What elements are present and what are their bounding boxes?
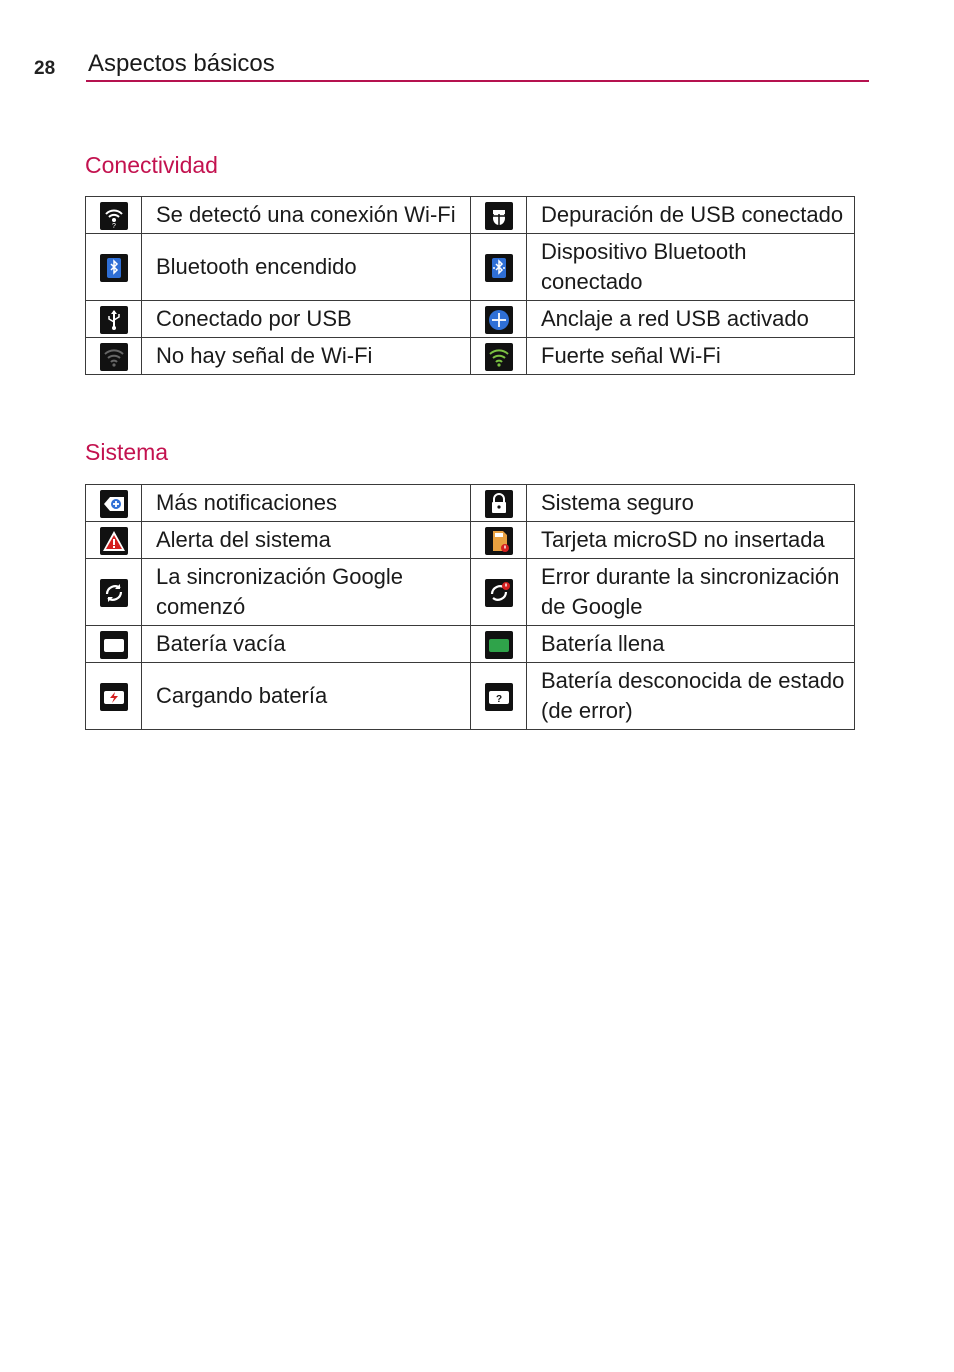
system-alert-icon: [100, 527, 128, 555]
icon-cell: [471, 234, 527, 301]
more-notifications-icon: [100, 490, 128, 518]
icon-cell: [86, 338, 142, 375]
table-row: [86, 234, 855, 301]
secure-lock-icon: [485, 490, 513, 518]
icon-description: Dispositivo Bluetooth conectado: [527, 234, 855, 301]
icon-description: No hay señal de Wi-Fi: [142, 338, 471, 375]
battery-unknown-icon: [485, 683, 513, 711]
icon-description: Cargando batería: [142, 663, 471, 730]
table-row: [86, 485, 855, 522]
wifi-strong-icon: [485, 343, 513, 371]
icon-cell: [471, 301, 527, 338]
icon-description: Batería llena: [527, 626, 855, 663]
icon-cell: [86, 663, 142, 730]
svg-text:?: ?: [495, 694, 502, 706]
icon-description: Más notificaciones: [142, 485, 471, 522]
icon-description: La sincronización Google comenzó: [142, 559, 471, 626]
icon-description: Se detectó una conexión Wi-Fi: [142, 197, 471, 234]
section-title-connectivity: Conectividad: [85, 152, 218, 178]
table-row: [86, 559, 855, 626]
sync-error-icon: [485, 579, 513, 607]
connectivity-icon-table: [85, 196, 855, 375]
usb-debug-icon: [485, 202, 513, 230]
usb-tethering-icon: [485, 306, 513, 334]
icon-cell: [86, 301, 142, 338]
icon-description: Error durante la sincronización de Google: [527, 559, 855, 626]
system-icon-table: [85, 484, 855, 730]
icon-description: Fuerte señal Wi-Fi: [527, 338, 855, 375]
icon-cell: [86, 485, 142, 522]
icon-cell: [471, 485, 527, 522]
sync-icon: [100, 579, 128, 607]
page-header-title: Aspectos básicos: [88, 50, 275, 77]
icon-description: Bluetooth encendido: [142, 234, 471, 301]
icon-cell: [86, 626, 142, 663]
icon-cell: [86, 197, 142, 234]
icon-cell: [471, 197, 527, 234]
table-row: [86, 522, 855, 559]
icon-description: Conectado por USB: [142, 301, 471, 338]
icon-cell: [471, 522, 527, 559]
icon-description: Batería vacía: [142, 626, 471, 663]
icon-cell: [86, 522, 142, 559]
wifi-detected-icon: [100, 202, 128, 230]
icon-cell: [471, 663, 527, 730]
icon-cell: [471, 626, 527, 663]
table-row: [86, 197, 855, 234]
page-number: 28: [34, 58, 56, 79]
battery-full-icon: [485, 631, 513, 659]
table-row: [86, 626, 855, 663]
table-row: [86, 338, 855, 375]
icon-description: Depuración de USB conectado: [527, 197, 855, 234]
section-title-system: Sistema: [85, 439, 169, 465]
icon-description: Sistema seguro: [527, 485, 855, 522]
bluetooth-on-icon: [100, 254, 128, 282]
icon-description: Batería desconocida de estado (de error): [527, 663, 855, 730]
battery-charging-icon: [100, 683, 128, 711]
svg-text:?: ?: [111, 223, 116, 231]
wifi-no-signal-icon: [100, 343, 128, 371]
table-row: [86, 301, 855, 338]
usb-connected-icon: [100, 306, 128, 334]
icon-description: Tarjeta microSD no insertada: [527, 522, 855, 559]
battery-empty-icon: [100, 631, 128, 659]
icon-cell: [86, 234, 142, 301]
icon-description: Anclaje a red USB activado: [527, 301, 855, 338]
bluetooth-connected-icon: [485, 254, 513, 282]
table-row: [86, 663, 855, 730]
icon-description: Alerta del sistema: [142, 522, 471, 559]
icon-cell: [471, 559, 527, 626]
icon-cell: [86, 559, 142, 626]
header-divider: [86, 80, 869, 82]
no-sd-card-icon: [485, 527, 513, 555]
icon-cell: [471, 338, 527, 375]
